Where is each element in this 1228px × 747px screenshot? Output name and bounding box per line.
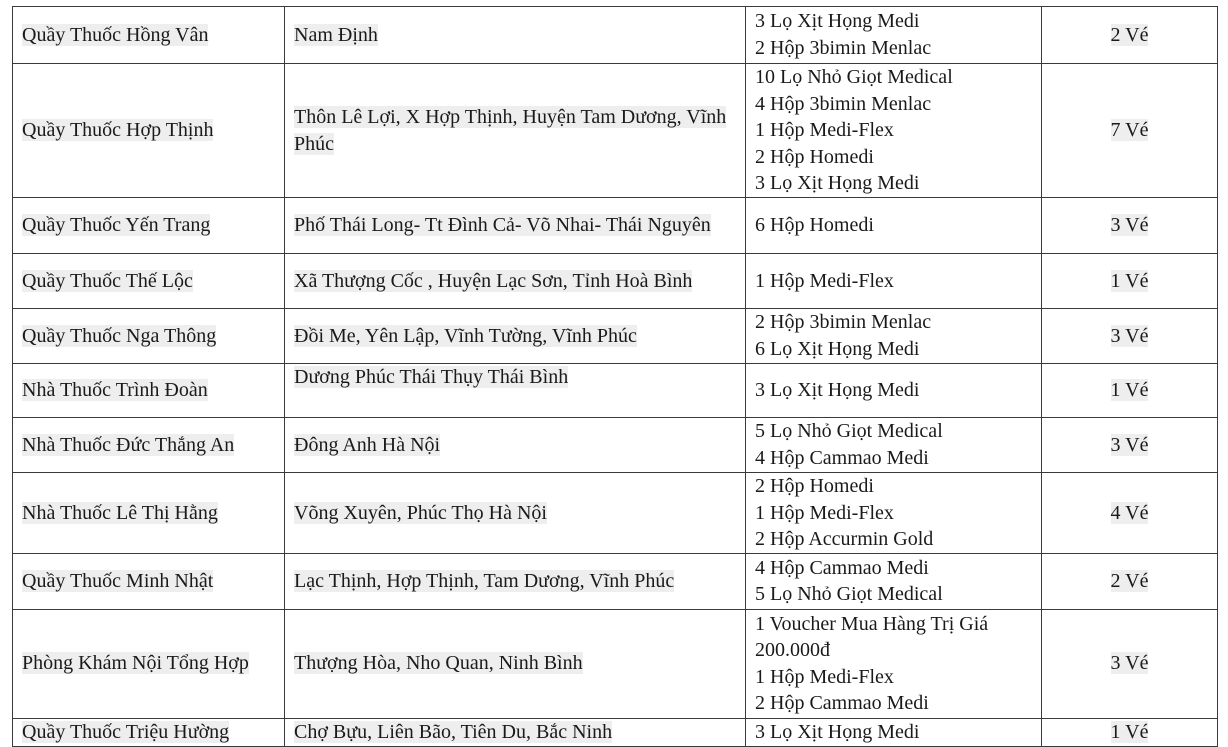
address-cell: Xã Thượng Cốc , Huyện Lạc Sơn, Tỉnh Hoà Bình [285, 254, 746, 309]
prizes-cell [746, 609, 1042, 718]
prize-item: 6 Hộp Homedi [755, 214, 874, 237]
prize-item: 4 Hộp Cammao Medi [755, 556, 929, 579]
table-row [13, 418, 1218, 473]
tickets-cell: 2 Vé [1042, 553, 1218, 609]
tickets-cell: 1 Vé [1042, 364, 1218, 418]
prize-item: 5 Lọ Nhỏ Giọt Medical [755, 420, 943, 443]
prize-item: 4 Hộp 3bimin Menlac [755, 92, 932, 115]
address-cell: Đông Anh Hà Nội [285, 418, 746, 473]
tickets-cell: 7 Vé [1042, 64, 1218, 198]
prize-item: 3 Lọ Xịt Họng Medi [755, 720, 920, 743]
prizes-cell [746, 254, 1042, 309]
prize-item: 1 Voucher Mua Hàng Trị Giá 200.000đ [755, 612, 989, 662]
store-name-cell: Quầy Thuốc Yến Trang [13, 198, 285, 254]
prizes-cell [746, 364, 1042, 418]
table-row [13, 309, 1218, 364]
address-cell: Thôn Lê Lợi, X Hợp Thịnh, Huyện Tam Dương, Vĩnh Phúc [285, 64, 746, 198]
tickets-cell: 3 Vé [1042, 198, 1218, 254]
tickets-cell: 4 Vé [1042, 473, 1218, 554]
prizes-cell [746, 64, 1042, 198]
table-row [13, 364, 1218, 418]
table-row [13, 609, 1218, 718]
address-cell: Lạc Thịnh, Hợp Thịnh, Tam Dương, Vĩnh Phúc [285, 553, 746, 609]
store-name-cell: Nhà Thuốc Lê Thị Hằng [13, 473, 285, 554]
table-row [13, 7, 1218, 64]
prize-item: 1 Hộp Medi-Flex [755, 501, 894, 524]
store-name-cell: Quầy Thuốc Triệu Hường [13, 718, 285, 746]
address-cell: Võng Xuyên, Phúc Thọ Hà Nội [285, 473, 746, 554]
prizes-cell [746, 418, 1042, 473]
prize-item: 1 Hộp Medi-Flex [755, 665, 894, 688]
prize-item: 6 Lọ Xịt Họng Medi [755, 338, 920, 360]
tickets-cell: 3 Vé [1042, 418, 1218, 473]
prizes-cell [746, 7, 1042, 64]
prize-item: 2 Hộp 3bimin Menlac [755, 37, 932, 59]
tickets-cell: 2 Vé [1042, 7, 1218, 64]
prize-item: 4 Hộp Cammao Medi [755, 447, 929, 469]
prize-item: 10 Lọ Nhỏ Giọt Medical [755, 66, 953, 89]
table-row [13, 198, 1218, 254]
address-cell: Dương Phúc Thái Thụy Thái Bình [285, 364, 746, 418]
address-cell: Phố Thái Long- Tt Đình Cả- Võ Nhai- Thái Nguyên [285, 198, 746, 254]
prize-item: 3 Lọ Xịt Họng Medi [755, 172, 920, 195]
address-cell: Đồi Me, Yên Lập, Vĩnh Tường, Vĩnh Phúc [285, 309, 746, 364]
store-name-cell: Phòng Khám Nội Tổng Hợp [13, 609, 285, 718]
address-cell: Chợ Bựu, Liên Bão, Tiên Du, Bắc Ninh [285, 718, 746, 746]
prizes-cell [746, 473, 1042, 554]
prize-item: 2 Hộp Homedi [755, 475, 874, 497]
table-row [13, 718, 1218, 746]
prize-item: 3 Lọ Xịt Họng Medi [755, 379, 920, 402]
tickets-cell: 1 Vé [1042, 254, 1218, 309]
tickets-cell: 3 Vé [1042, 609, 1218, 718]
store-name-cell: Quầy Thuốc Hợp Thịnh [13, 64, 285, 198]
table-row [13, 64, 1218, 198]
store-name-cell: Quầy Thuốc Thế Lộc [13, 254, 285, 309]
store-name-cell: Nhà Thuốc Trình Đoàn [13, 364, 285, 418]
prize-item: 2 Hộp Accurmin Gold [755, 528, 934, 551]
tickets-cell: 3 Vé [1042, 309, 1218, 364]
prizes-cell [746, 553, 1042, 609]
prize-item: 2 Hộp Homedi [755, 145, 874, 168]
prize-item: 2 Hộp Cammao Medi [755, 692, 929, 715]
prize-item: 2 Hộp 3bimin Menlac [755, 311, 932, 334]
prize-item: 3 Lọ Xịt Họng Medi [755, 10, 920, 33]
store-name-cell: Quầy Thuốc Hồng Vân [13, 7, 285, 64]
store-name-cell: Quầy Thuốc Minh Nhật [13, 553, 285, 609]
prize-item: 1 Hộp Medi-Flex [755, 119, 894, 142]
table-row [13, 553, 1218, 609]
address-cell: Thượng Hòa, Nho Quan, Ninh Bình [285, 609, 746, 718]
winners-table [12, 6, 1218, 747]
table-row [13, 473, 1218, 554]
store-name-cell: Quầy Thuốc Nga Thông [13, 309, 285, 364]
prizes-cell [746, 198, 1042, 254]
tickets-cell: 1 Vé [1042, 718, 1218, 746]
address-cell: Nam Định [285, 7, 746, 64]
store-name-cell: Nhà Thuốc Đức Thắng An [13, 418, 285, 473]
prize-item: 1 Hộp Medi-Flex [755, 269, 894, 292]
table-row [13, 254, 1218, 309]
prizes-cell [746, 309, 1042, 364]
prize-item: 5 Lọ Nhỏ Giọt Medical [755, 583, 943, 606]
prizes-cell [746, 718, 1042, 746]
